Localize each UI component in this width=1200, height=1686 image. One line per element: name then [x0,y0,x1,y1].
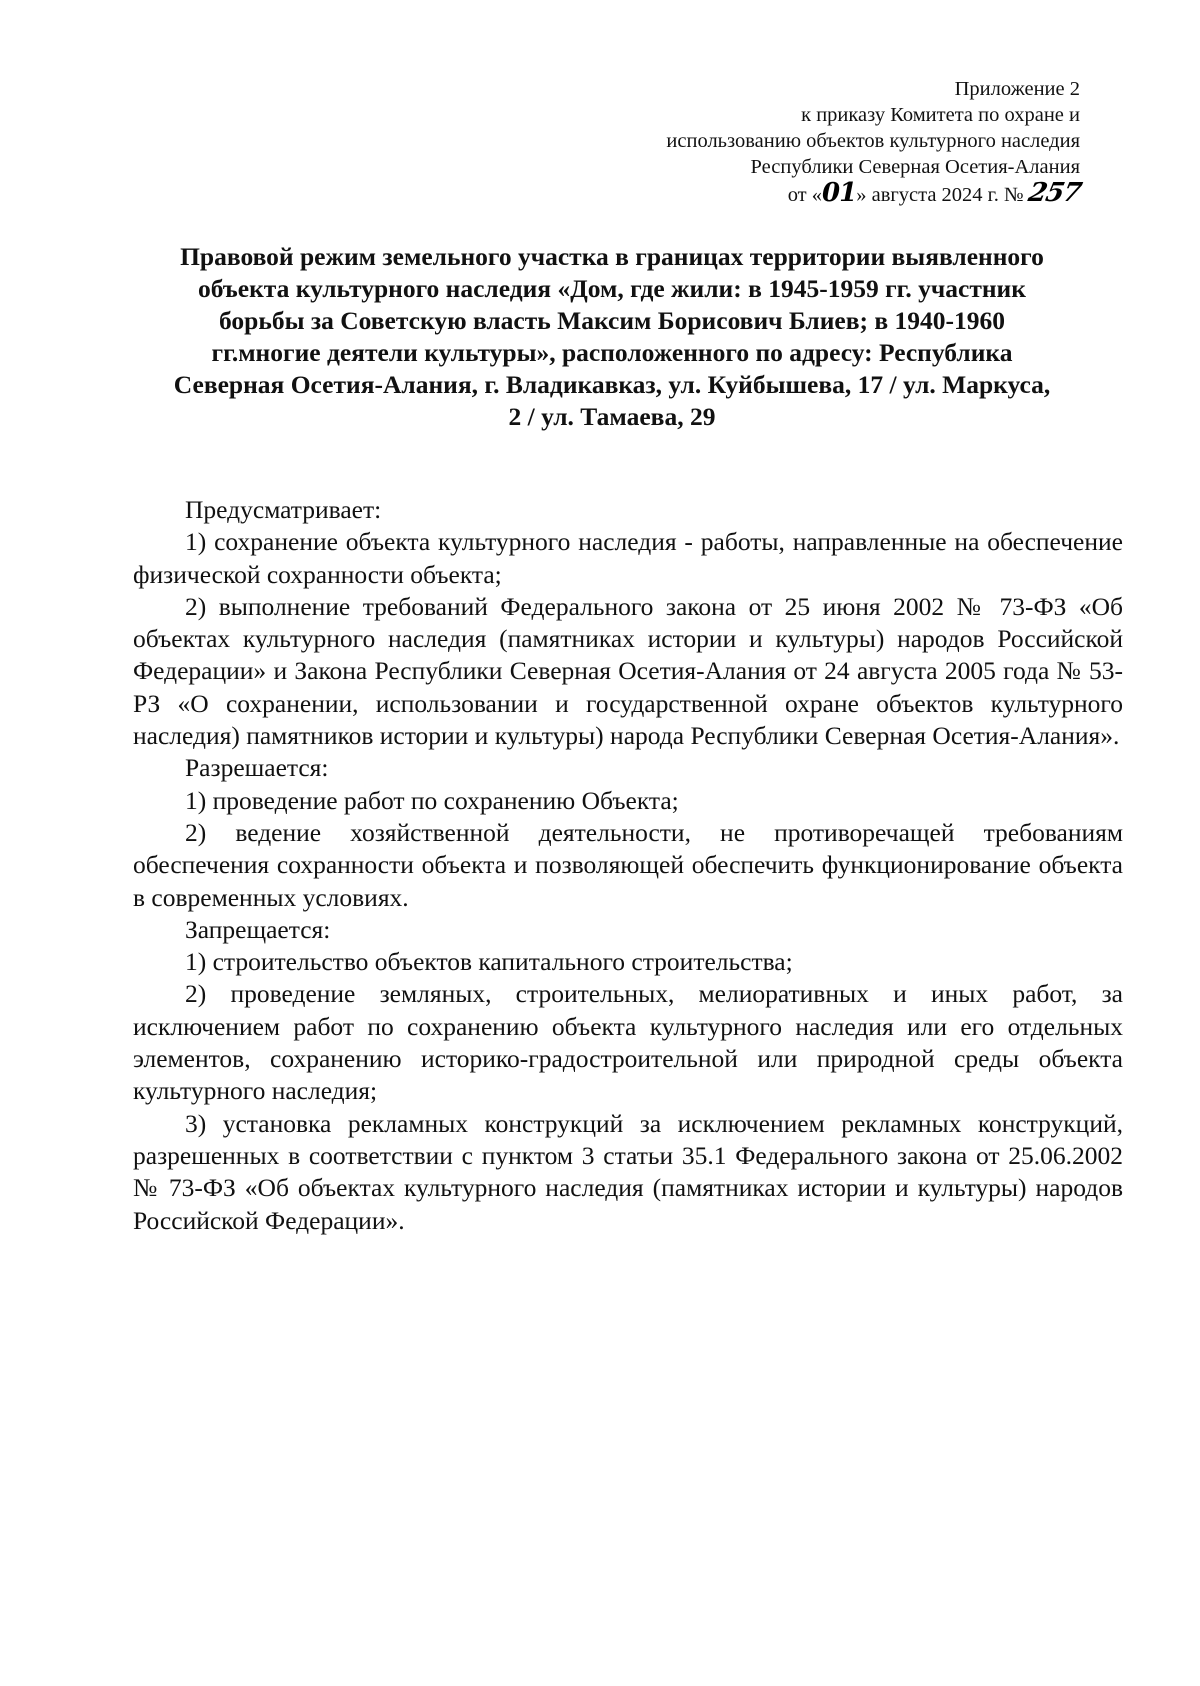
title-line: борьбы за Советскую власть Максим Борисович Блиев; в 1940-1960 [218,306,1006,335]
date-middle: » августа 2024 г. № [856,184,1024,206]
forbidden-item-1: 1) строительство объектов капитального строительства; [185,947,793,977]
allowed-item-1: 1) проведение работ по сохранению Объекта; [185,785,679,815]
title-line: Правовой режим земельного участка в границах территории выявленного [180,242,1044,271]
allowed-item-2: 2) ведение хозяйственной деятельности, не противоречащей требованиям обеспечения сохранности объекта и позволяющей обеспечить функционирование объекта в современных условиях. [133,817,1123,912]
appendix-republic: Республики Северная Осетия-Алания [750,156,1080,178]
title-line: гг.многие деятели культуры», расположенного по адресу: Республика [211,338,1013,367]
forbidden-item-3: 3) установка рекламных конструкций за исключением рекламных конструкций, разрешенных в соответствии с пунктом 3 статьи 35.1 Федерального закона от 25.06.2002 № 73-ФЗ «Об объектах культурного наследия (памятниках истории и культуры) народов Российской Федерации». [133,1108,1123,1235]
document-body [133,494,1123,1237]
document-title [132,241,1092,433]
title-line: 2 / ул. Тамаева, 29 [508,402,716,431]
handwritten-order-number: 257 [1025,178,1084,208]
handwritten-day: 01 [822,178,857,208]
allowed-heading: Разрешается: [185,753,329,783]
provides-heading: Предусматривает: [185,495,382,524]
appendix-committee: использованию объектов культурного наследия [666,130,1080,152]
date-prefix: от « [787,184,823,206]
forbidden-item-2: 2) проведение земляных, строительных, мелиоративных и иных работ, за исключением работ по сохранению объекта культурного наследия или его отдельных элементов, сохранению историко-градостроительной или природной среды объекта культурного наследия; [133,979,1123,1106]
appendix-label: Приложение 2 [954,78,1080,100]
appendix-order-ref: к приказу Комитета по охране и [801,104,1080,126]
title-line: Северная Осетия-Алания, г. Владикавказ, ул. Куйбышева, 17 / ул. Маркуса, [173,370,1051,399]
appendix-header [666,76,1084,208]
provides-item-2: 2) выполнение требований Федерального закона от 25 июня 2002 № 73-ФЗ «Об объектах культурного наследия (памятниках истории и культуры) народов Российской Федерации» и Закона Республики Северная Осетия-Алания от 24 августа 2005 года № 53-РЗ «О сохранении, использовании и государственной охране объектов культурного наследия) памятников истории и культуры) народа Республики Северная Осетия-Алания». [133,591,1123,751]
forbidden-heading: Запрещается: [185,914,331,944]
provides-item-1: 1) сохранение объекта культурного наследия - работы, направленные на обеспечение физической сохранности объекта; [133,527,1123,589]
appendix-date-line [666,178,1084,208]
title-line: объекта культурного наследия «Дом, где жили: в 1945-1959 гг. участник [198,274,1026,303]
